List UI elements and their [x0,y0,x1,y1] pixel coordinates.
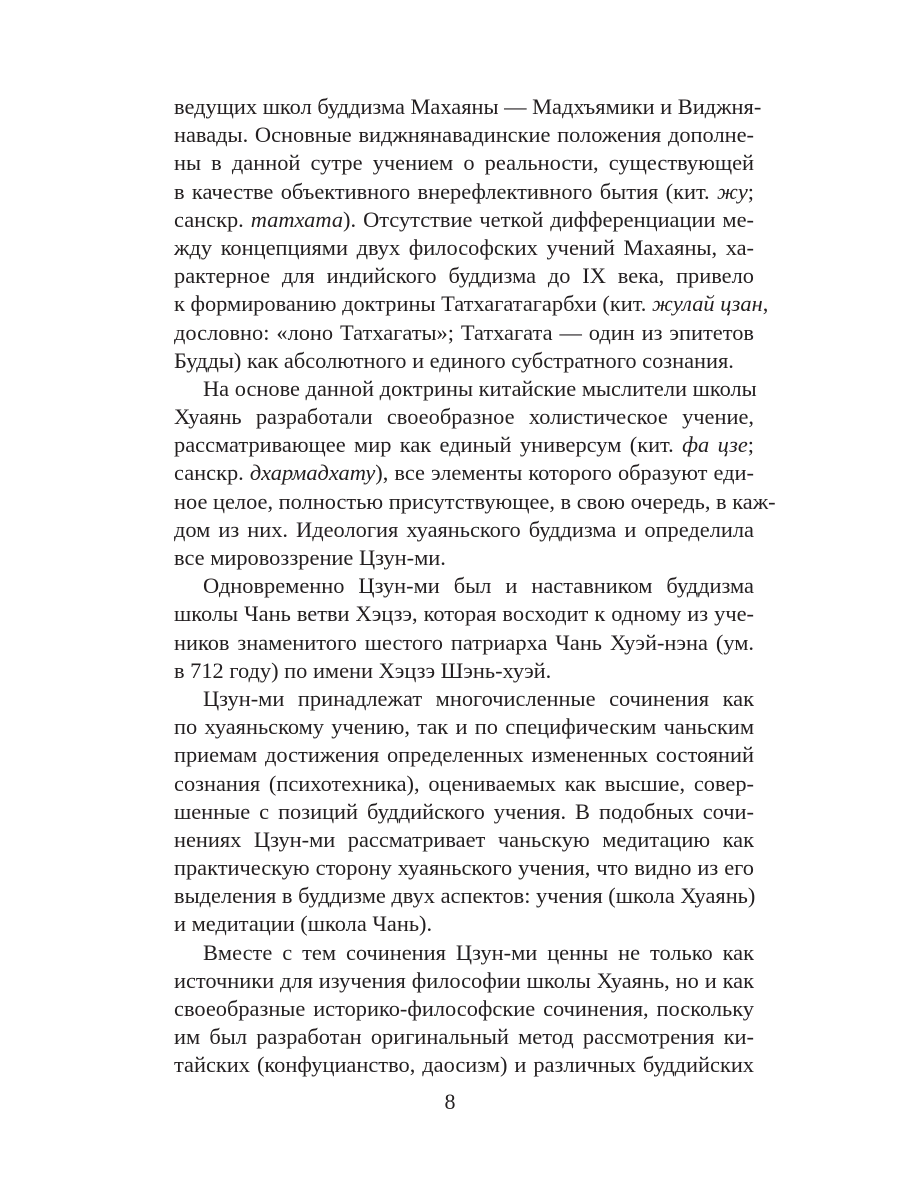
text-line [174,290,769,318]
text-line [174,798,754,826]
text-line [174,741,754,769]
text-segment: выделения в буддизме двух аспектов: учения (школа Хуаянь) [174,883,756,909]
italic-term: дхармадхату [249,460,376,486]
paragraph [174,375,776,572]
text-line [174,431,754,459]
text-segment: им был разработан оригинальный метод рассмотрения ки- [174,1024,754,1050]
text-line [174,939,754,967]
text-segment: практическую сторону хуаяньского учения, что видно из его [174,855,754,881]
text-line [174,319,754,347]
text-line [174,93,762,121]
text-line [174,657,754,685]
text-segment: Цзун-ми принадлежат многочисленные сочинения как [203,685,754,711]
text-line [174,488,776,516]
text-segment: своеобразные историко-философские сочинения, поскольку [174,996,754,1021]
text-line [174,347,754,375]
text-segment: по хуаяньскому учению, так и по специфическим чаньским [174,714,754,740]
text-segment: в качестве объективного внерефлективного бытия (кит. [174,178,717,204]
text-segment: ведущих школ буддизма Махаяны — Мадхъямики и Виджня- [174,94,762,119]
text-line [174,967,754,995]
text-segment: дом из них. Идеология хуаяньского буддизма и определила [174,516,754,542]
text-line [174,149,754,177]
text-line [174,572,754,600]
text-line [174,375,757,403]
text-segment: ). Отсутствие четкой дифференциации ме- [343,206,754,232]
text-segment: ное целое, полностью присутствующее, в свою очередь, в каж- [174,488,776,514]
text-line [174,262,754,290]
italic-term: татхата [250,206,344,232]
text-line [174,1051,754,1079]
text-segment: На основе данной доктрины китайские мыслители школы [203,375,757,401]
text-line [174,121,754,149]
text-line [174,685,754,713]
text-segment: жду концепциями двух философских учений Махаяны, ха- [174,234,754,260]
text-segment: навады. Основные виджнянавадинские положения дополне- [174,122,754,148]
text-line [174,882,754,910]
text-segment: ников знаменитого шестого патриарха Чань Хуэй-нэна (ум. [174,629,754,655]
paragraph [174,93,769,375]
text-segment: санскр. [174,460,250,486]
text-segment: , [762,291,769,317]
paragraph [174,685,754,939]
text-segment: дословно: «лоно Татхагаты»; Татхагата — один из эпитетов [174,319,754,345]
text-line [174,178,754,206]
text-segment: рактерное для индийского буддизма до IX века, привело [174,263,754,289]
text-segment: ; [747,178,754,204]
text-segment: ), все элементы которого образуют еди- [375,460,754,486]
text-segment: и медитации (школа Чань). [174,911,433,937]
text-line [174,234,754,262]
text-segment: нениях Цзун-ми рассматривает чаньскую медитацию как [174,826,754,852]
text-line [174,1023,754,1051]
text-segment: Вместе с тем сочинения Цзун-ми ценны не только как [203,939,754,965]
text-segment: санскр. [174,206,251,232]
text-line [174,770,754,798]
text-line [174,910,754,938]
text-segment: тайских (конфуцианство, даосизм) и различных буддийских [174,1052,754,1078]
text-line [174,995,754,1023]
text-line [174,713,754,741]
text-segment: источники для изучения философии школы Хуаянь, но и как [174,967,754,993]
text-line [174,459,754,487]
text-segment: сознания (психотехника), оцениваемых как высшие, совер- [174,770,754,796]
text-line [174,600,754,628]
italic-term: фа цзе [682,432,748,458]
text-line [174,854,754,882]
text-segment: к формированию доктрины Татхагатагарбхи (кит. [174,291,652,317]
text-line [174,826,754,854]
text-segment: Будды) как абсолютного и единого субстратного сознания. [174,347,734,373]
text-line [174,206,754,234]
text-segment: в 712 году) по имени Хэцзэ Шэнь-хуэй. [174,657,552,683]
text-segment: Одновременно Цзун-ми был и наставником буддизма [203,573,754,599]
text-segment: все мировоззрение Цзун-ми. [174,545,446,570]
text-segment: шенные с позиций буддийского учения. В подобных сочи- [174,798,754,824]
body-text [174,93,776,1080]
italic-term: жу [717,178,748,204]
text-segment: приемам достижения определенных измененных состояний [174,742,754,768]
text-line [174,403,754,431]
text-segment: рассматривающее мир как единый универсум (кит. [174,432,683,458]
text-segment: Хуаянь разработали своеобразное холистическое учение, [174,404,754,430]
text-segment: ны в данной сутре учением о реальности, существующей [174,150,754,176]
text-line [174,629,754,657]
page-number: 8 [444,1089,456,1114]
text-line [174,516,754,544]
italic-term: жулай цзан [652,291,763,317]
paragraph [174,572,754,685]
text-line [174,544,754,572]
paragraph [174,939,754,1080]
text-segment: ; [747,432,754,458]
text-segment: школы Чань ветви Хэцзэ, которая восходит к одному из уче- [174,601,754,627]
